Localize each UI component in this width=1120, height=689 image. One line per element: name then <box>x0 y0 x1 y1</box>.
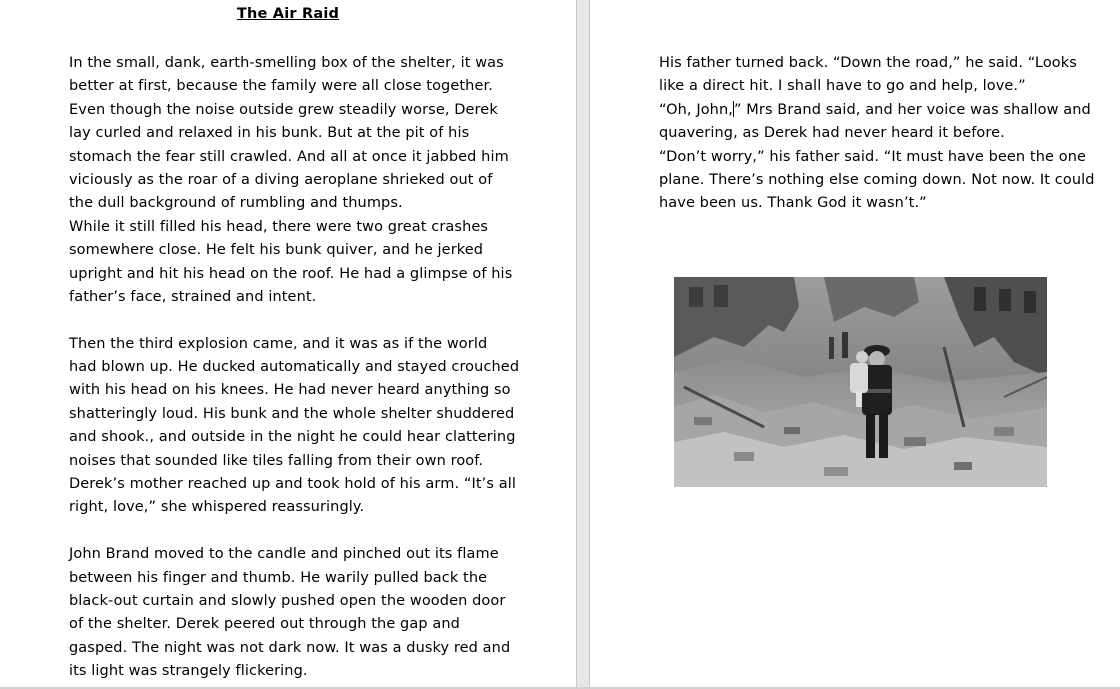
text-line: between his finger and thumb. He warily pulled back the <box>69 569 488 586</box>
text-line: shatteringly loud. His bunk and the whole shelter shuddered <box>69 405 515 422</box>
text-line: His father turned back. “Down the road,” he said. “Looks <box>659 55 1077 71</box>
text-line: with his head on his knees. He had never heard anything so <box>69 382 511 399</box>
text-line: have been us. Thank God it wasn’t.” <box>659 195 927 212</box>
text-line: John Brand moved to the candle and pinched out its flame <box>69 546 499 563</box>
text-line: quavering, as Derek had never heard it before. <box>659 125 1005 142</box>
rubble-photo-graphic <box>674 277 1047 487</box>
left-page-text[interactable] <box>69 52 519 684</box>
paragraph-spacer <box>69 520 519 543</box>
text-line: its light was strangely flickering. <box>69 663 308 680</box>
paragraph-spacer <box>69 309 519 332</box>
text-line: plane. There’s nothing else coming down. Not now. It could <box>659 171 1095 188</box>
text-line: somewhere close. He felt his bunk quiver, and he jerked <box>69 242 484 259</box>
text-line: of the shelter. Derek peered out through the gap and <box>69 616 460 633</box>
text-line: Even though the noise outside grew steadily worse, Derek <box>69 101 498 118</box>
text-line: While it still filled his head, there were two great crashes <box>69 218 489 235</box>
rubble-photo[interactable] <box>674 277 1047 487</box>
page-gutter <box>576 0 590 689</box>
text-segment: “Oh, John, <box>659 101 733 118</box>
text-line: noises that sounded like tiles falling from their own roof. <box>69 452 484 469</box>
text-line: gasped. The night was not dark now. It was a dusky red and <box>69 639 511 656</box>
document-title: The Air Raid <box>236 6 340 22</box>
text-line: like a direct hit. I shall have to go and help, love.” <box>659 78 1026 95</box>
text-line: lay curled and relaxed in his bunk. But at the pit of his <box>69 125 470 142</box>
text-line: “Don’t worry,” his father said. “It must have been the one <box>659 148 1087 165</box>
text-line: Then the third explosion came, and it was as if the world <box>69 335 488 352</box>
text-line: black-out curtain and slowly pushed open the wooden door <box>69 592 506 609</box>
text-line: and shook., and outside in the night he could hear clattering <box>69 429 516 446</box>
text-line: better at first, because the family were all close together. <box>69 78 493 95</box>
text-line: stomach the fear still crawled. And all at once it jabbed him <box>69 148 509 165</box>
right-page <box>590 0 1120 689</box>
text-segment: ” Mrs Brand said, and her voice was shallow and <box>733 101 1091 118</box>
text-line: had blown up. He ducked automatically and stayed crouched <box>69 359 520 376</box>
text-line: Derek’s mother reached up and took hold of his arm. “It’s all <box>69 476 516 493</box>
text-line: upright and hit his head on the roof. He had a glimpse of his <box>69 265 513 282</box>
text-line-with-cursor <box>659 99 1095 122</box>
right-page-text[interactable] <box>659 52 1095 216</box>
text-line: right, love,” she whispered reassuringly. <box>69 499 365 516</box>
text-line: father’s face, strained and intent. <box>69 288 317 305</box>
text-line: In the small, dank, earth-smelling box of the shelter, it was <box>69 55 504 71</box>
text-line: viciously as the roar of a diving aeroplane shrieked out of <box>69 171 493 188</box>
text-line: the dull background of rumbling and thumps. <box>69 195 403 212</box>
